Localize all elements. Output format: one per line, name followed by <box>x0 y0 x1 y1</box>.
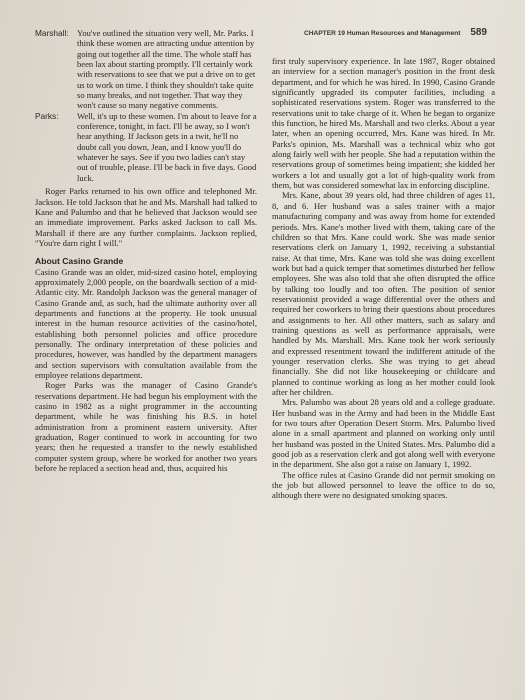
running-header <box>262 27 487 38</box>
running-title: CHAPTER 19 Human Resources and Management <box>304 30 461 37</box>
dialogue-marshall <box>35 28 257 111</box>
paragraph: Roger Parks returned to his own office and telephoned Mr. Jackson. He told Jackson that he and Ms. Marshall had talked to Kane and Palumbo and that he believed that Jackson would see an immediate improvement. Parks asked Jackson to call Ms. Marshall if there are any further complaints. Jackson replied, "You're darn right I will." <box>35 186 257 248</box>
section-heading: About Casino Grande <box>35 256 124 267</box>
paragraph: Mrs. Kane, about 39 years old, had three children of ages 11, 8, and 6. Her husband was a sales trainer with a major manufacturing company and was away from home for extended periods. Mrs. Kane's mother lived with them, taking care of the children so that Mrs. Kane could work. She was made senior reservations clerk on January 1, 1992, receiving a substantial raise. At that time, Mrs. Kane was told she was doing excellent work but had a quick temper that sometimes disturbed her fellow employees. She was also told that she often disrupted the office by talking too loudly and too often. The position of senior reservationist provided a wage differential over the others and required her coworkers to bring their questions about procedures and assignments to her. All other matters, such as salary and training questions as well as performance appraisals, were handled by Ms. Marshall. Mrs. Kane took her work seriously and expressed resentment toward the indifferent attitude of the younger reservation clerks. She was trying to get ahead financially. She did not like housekeeping or childcare and planned to continue working as long as her mother could look after her children. <box>272 190 495 397</box>
paragraph: first truly supervisory experience. In late 1987, Roger obtained an interview for a section manager's position in the front desk department, and for which he was hired. In 1990, Casino Grande significantly upgraded its computer facilities, including a sophisticated reservations system. Roger was transferred to the reservations unit to take charge of it. When he began to organize this function, he hired Ms. Marshall and two clerks. About a year later, when an opening occurred, Mrs. Kane was hired. In Mr. Parks's opinion, Ms. Marshall was a technical whiz who got along fairly well with her people. She had a reputation within the reservations group of sometimes being impatient; she kidded her workers a lot and usually got a lot of high-quality work from them, but was considered somewhat lax in enforcing discipline. <box>272 56 495 191</box>
speech-text: Well, it's up to these women. I'm about to leave for a conference, tonight, in fact. I'll be away, so I won't hear anything. If Jackson gets in a twit, he'll no doubt call you down, Jean, and I know you'll do whatever he says. See if you two ladies can't stay out of trouble, please. I'll be back in five days. Good luck. <box>77 110 257 183</box>
right-column <box>272 56 495 501</box>
speech-text: You've outlined the situation very well, Mr. Parks. I think these women are attracting undue attention by going out together all the time. The whole staff has been lax about starting promptly. I'll certainly work with reservations to see that we put a drive on to get us to work on time. I think they shouldn't take quite so many breaks, and not together. That way they won't cause so many negative comments. <box>77 28 256 111</box>
paragraph: Casino Grande was an older, mid-sized casino hotel, employing approximately 2,000 people, on the boardwalk section of a mid-Atlantic city. Mr. Randolph Jackson was the general manager of Casino Grande and, as such, had the ultimate authority over all departments and functions at the property. He took unusual interest in the human resource activities of the casino/hotel, establishing both personnel policies and office procedure personally. The ordinary interpretation of these policies and procedures, however, was handled by the department managers and section supervisors with consultation available from the employee relations department. <box>35 266 257 380</box>
paragraph: The office rules at Casino Grande did not permit smoking on the job but allowed personnel to leave the office to do so, although there were no designated smoking spaces. <box>272 469 495 501</box>
speaker-label: Marshall: <box>35 28 69 38</box>
speaker-label: Parks: <box>35 110 59 121</box>
page-number: 589 <box>470 27 487 38</box>
paragraph: Roger Parks was the manager of Casino Grande's reservations department. He had begun his employment with the casino in 1982 as a night programmer in the accounting department, while he was finishing his B.S. in hotel administration from a prominent eastern university. After graduation, Roger continued to work in accounting for two years; then he requested a transfer to the newly established computer system group, where he worked for another two years before he replaced a section head and, thus, acquired his <box>35 380 257 474</box>
dialogue-parks <box>35 111 257 183</box>
paragraph: Mrs. Palumbo was about 28 years old and a college graduate. Her husband was in the Army and had been in the Middle East for two tours after Operation Desert Storm. Mrs. Palumbo lived alone in a small apartment and planned on working only until her husband was posted in the United States. Mrs. Palumbo did a good job as a reservation clerk and got along well with everyone in the department. She also got a raise on January 1, 1992. <box>272 397 495 470</box>
left-column <box>35 28 257 473</box>
